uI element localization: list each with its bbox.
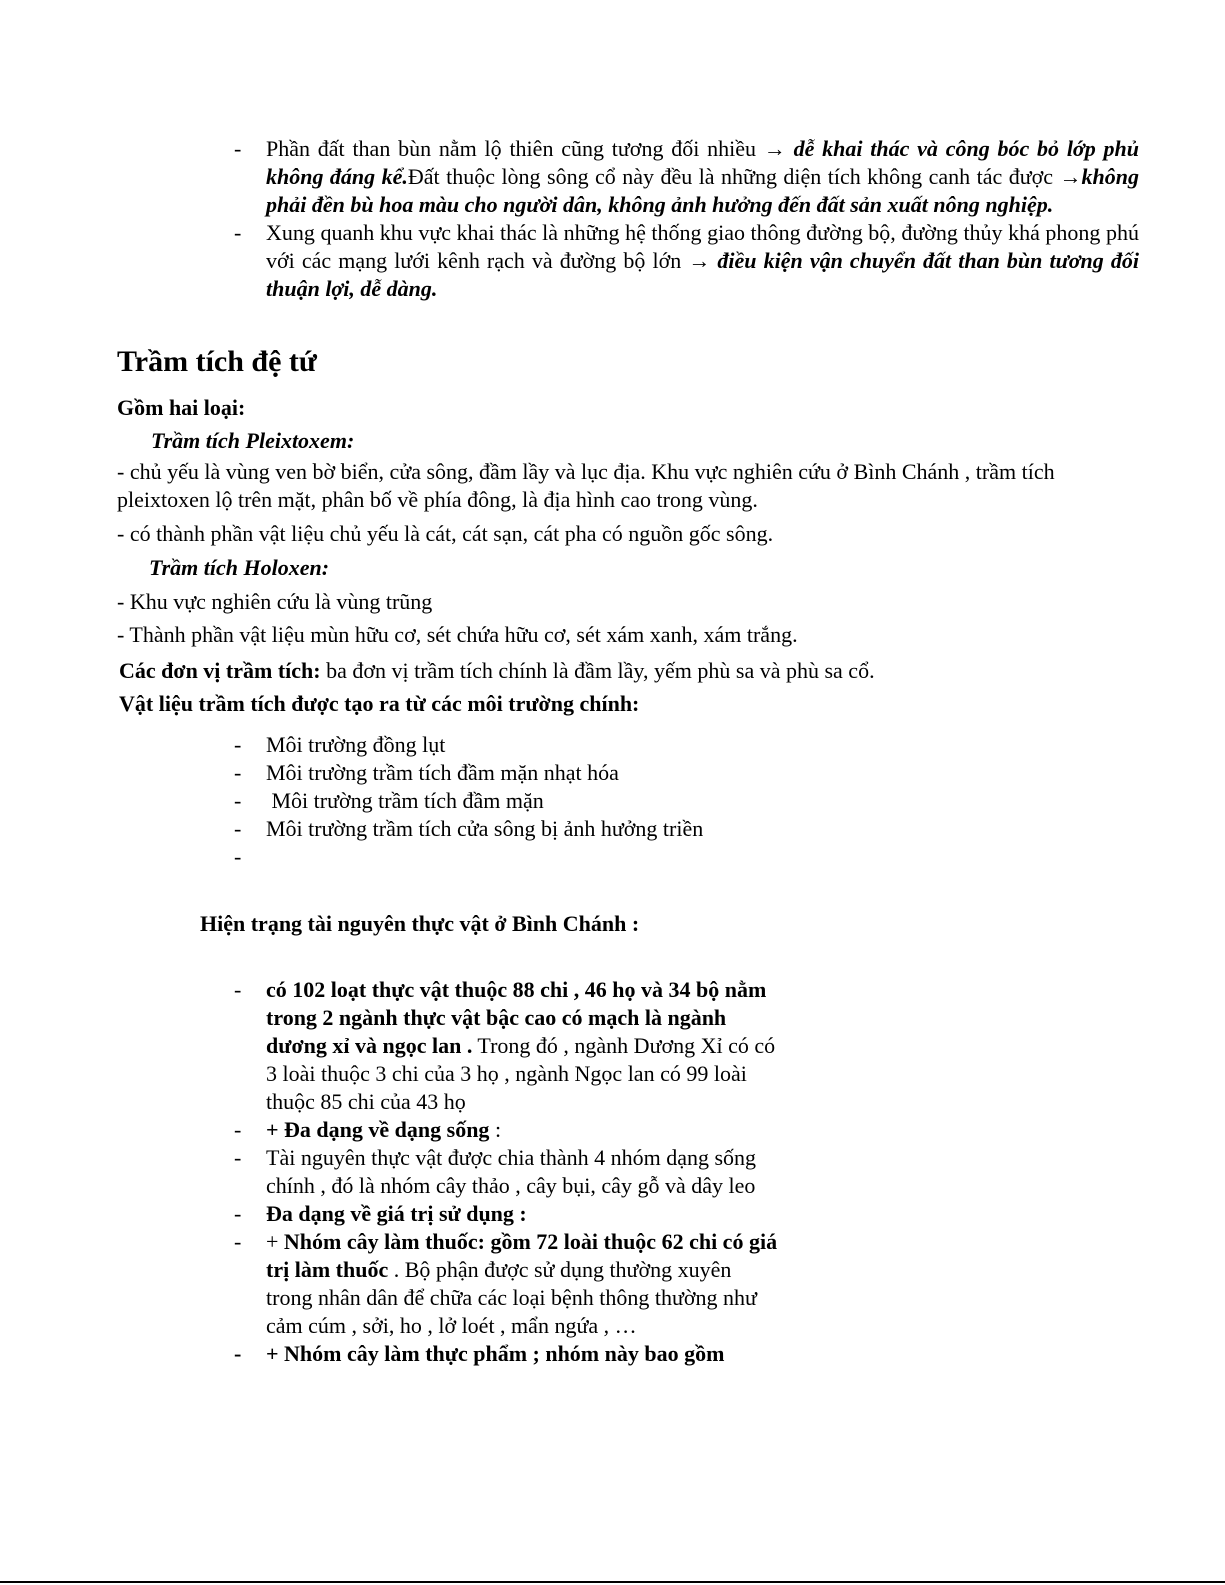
list-item	[234, 1116, 782, 1144]
list-dash: -	[234, 1201, 242, 1226]
list-item	[234, 1200, 782, 1228]
list-item	[234, 731, 934, 759]
list-text: Môi trường đồng lụt	[266, 732, 446, 757]
list-dash: -	[234, 1229, 242, 1254]
list-dash: -	[234, 136, 242, 161]
list-item	[234, 843, 934, 871]
sediment-units-text: ba đơn vị trầm tích chính là đầm lầy, yếm phù sa và phù sa cổ.	[320, 658, 875, 683]
list-item	[234, 976, 782, 1116]
environment-list	[234, 731, 934, 871]
pleistocene-line: - chủ yếu là vùng ven bờ biển, cửa sông, đầm lầy và lục địa. Khu vực nghiên cứu ở Bình Chánh , trầm tích pleixtoxen lộ trên mặt, phân bố về phía đông, là địa hình cao trong vùng.	[117, 459, 1055, 512]
list-emphasis: không phải đền bù hoa màu cho người dân, không ảnh hưởng đến đất sản xuất nông nghiệp.	[266, 164, 1139, 217]
list-emphasis: điều kiện vận chuyển đất than bùn tương đối thuận lợi, dễ dàng.	[266, 248, 1140, 301]
list-dash: -	[234, 844, 242, 869]
holocene-title: Trầm tích Holoxen:	[149, 555, 330, 580]
sediment-units-label: Các đơn vị trầm tích:	[119, 658, 321, 683]
holocene-line: - Khu vực nghiên cứu là vùng trũng	[117, 589, 433, 614]
list-bold-text: có 102 loạt thực vật thuộc 88 chi , 46 họ và 34 bộ nằm trong 2 ngành thực vật bậc cao có mạch là ngành dương xỉ và ngọc lan .	[266, 977, 767, 1058]
list-bold-text: Đa dạng về giá trị sử dụng :	[266, 1201, 527, 1226]
list-emphasis: dễ khai thác và công bóc bỏ lớp phủ không đáng kể.	[266, 136, 1139, 189]
list-dash: -	[234, 1341, 242, 1366]
list-text: Tài nguyên thực vật được chia thành 4 nhóm dạng sống chính , đó là nhóm cây thảo , cây bụi, cây gỗ và dây leo	[266, 1145, 757, 1198]
list-text: Môi trường trầm tích đầm mặn nhạt hóa	[266, 760, 619, 785]
list-item	[234, 1144, 782, 1200]
list-item	[234, 1228, 782, 1340]
list-text: +	[266, 1229, 284, 1254]
list-text: . Bộ phận được sử dụng thường xuyên trong nhân dân để chữa các loại bệnh thông thường như cảm cúm , sởi, ho , lở loét , mẩn ngứa , …	[266, 1257, 757, 1338]
list-text: Môi trường trầm tích đầm mặn	[266, 788, 544, 813]
list-dash: -	[234, 732, 242, 757]
list-text: :	[489, 1117, 502, 1142]
pleistocene-title: Trầm tích Pleixtoxem:	[151, 428, 355, 453]
page-bottom-rule	[0, 1581, 1225, 1583]
section-title: Trầm tích đệ tứ	[117, 345, 317, 378]
list-text: Xung quanh khu vực khai thác là những hệ thống giao thông đường bộ, đường thủy khá phong phú với các mạng lưới kênh rạch và đường bộ lớn →	[266, 220, 1139, 273]
list-bold-text: + Đa dạng về dạng sống	[266, 1117, 490, 1142]
list-dash: -	[234, 977, 242, 1002]
list-text: Trong đó , ngành Dương Xỉ có có 3 loài thuộc 3 chi của 3 họ , ngành Ngọc lan có 99 loài thuộc 85 chi của 43 họ	[266, 1033, 776, 1114]
list-text: Phần đất than bùn nằm lộ thiên cũng tương đối nhiều →	[266, 136, 794, 161]
list-item	[234, 815, 934, 843]
list-dash: -	[234, 220, 242, 245]
list-item	[234, 787, 934, 815]
environment-heading: Vật liệu trầm tích được tạo ra từ các môi trường chính:	[119, 691, 640, 716]
list-dash: -	[234, 1145, 242, 1170]
extraction-advantages-list	[234, 135, 1139, 303]
list-item	[234, 1340, 782, 1368]
list-item	[234, 759, 934, 787]
sediment-units	[119, 657, 1119, 685]
list-text: Đất thuộc lòng sông cổ này đều là những diện tích không canh tác được →	[407, 164, 1082, 189]
list-dash: -	[234, 1117, 242, 1142]
list-item	[234, 135, 1139, 219]
pleistocene-line: - có thành phần vật liệu chủ yếu là cát, cát sạn, cát pha có nguồn gốc sông.	[117, 521, 774, 546]
holocene-line: - Thành phần vật liệu mùn hữu cơ, sét chứa hữu cơ, sét xám xanh, xám trắng.	[117, 622, 798, 647]
vegetation-list	[234, 976, 782, 1368]
vegetation-heading: Hiện trạng tài nguyên thực vật ở Bình Chánh :	[200, 911, 640, 936]
list-dash: -	[234, 788, 242, 813]
list-dash: -	[234, 816, 242, 841]
intro-heading: Gồm hai loại:	[117, 395, 246, 420]
list-dash: -	[234, 760, 242, 785]
list-bold-text: + Nhóm cây làm thực phẩm ; nhóm này bao gồm	[266, 1341, 725, 1366]
list-text: Môi trường trầm tích cửa sông bị ảnh hưởng triền	[266, 816, 704, 841]
list-item	[234, 219, 1139, 303]
list-bold-text: Nhóm cây làm thuốc: gồm 72 loài thuộc 62 chi có giá trị làm thuốc	[266, 1229, 778, 1282]
